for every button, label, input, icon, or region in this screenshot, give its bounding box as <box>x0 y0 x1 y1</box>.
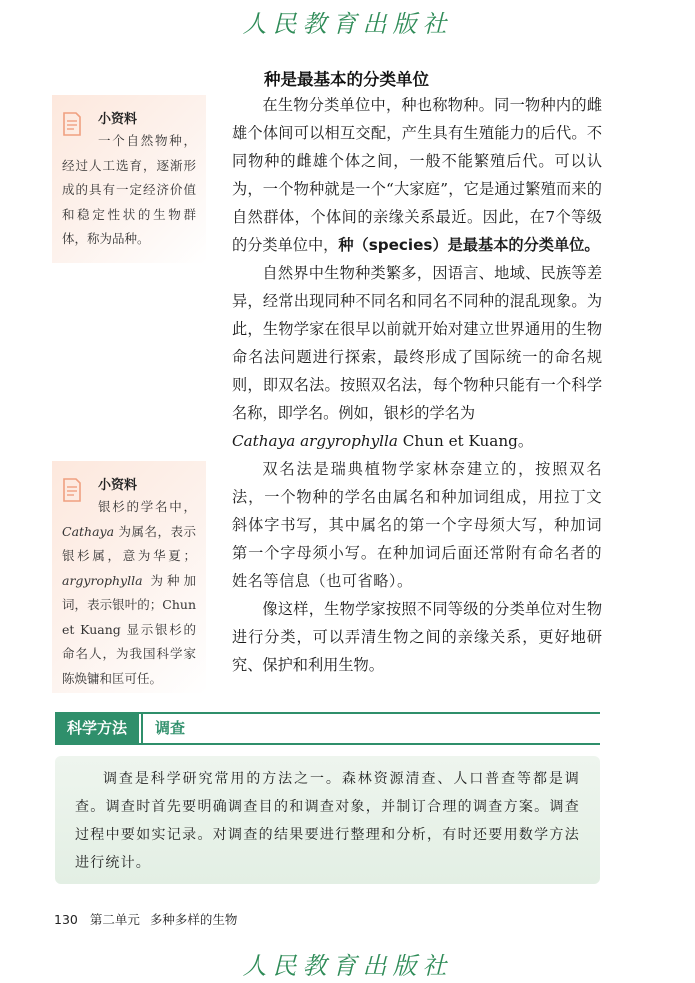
header-divider <box>141 714 143 743</box>
sidenote-body-rest: 过人工选育，逐渐形成的具有一定经济价值和稳定性状的生物群体，称为品种。 <box>62 157 196 246</box>
chapter-label: 多种多样的生物 <box>149 912 238 927</box>
page-number: 130 <box>54 912 78 927</box>
section-title: 种是最基本的分类单位 <box>264 70 429 89</box>
publisher-watermark-top: 人民教育出版社 <box>242 10 453 38</box>
unit-label: 第二单元 <box>89 912 140 927</box>
science-method-title: 调查 <box>155 719 186 737</box>
sidenote-heading: 小资料 <box>98 478 138 493</box>
publisher-watermark-bottom: 人民教育出版社 <box>242 952 453 980</box>
sidenote-body-text-1: 为属名，表示银杉属，意为华夏； <box>62 523 196 563</box>
sidenote-body-text-2: 为种加词，表示银叶的；Chun et Kuang 显示银杉的命名人，为我国科学家陈焕镛和匡可任。 <box>62 572 196 686</box>
sidenote-body-first: 银杉的学名中， <box>98 499 196 514</box>
note-paper-icon <box>62 477 82 503</box>
sidenote-body <box>62 129 196 252</box>
main-text <box>232 91 602 679</box>
paragraph-1-bold: 种（species）是最基本的分类单位。 <box>338 236 600 254</box>
page-footer <box>54 910 237 928</box>
genus-name: Cathaya <box>62 523 115 539</box>
latin-author: Chun et Kuang。 <box>397 432 534 450</box>
sidenote-variety <box>52 95 206 263</box>
science-method-body: 调查是科学研究常用的方法之一。森林资源清查、人口普查等都是调查。调查时首先要明确调查目的和调查对象，并制订合理的调查方案。调查过程中要如实记录。对调查的结果要进行整理和分析，有时还要用数学方法进行统计。 <box>75 771 580 871</box>
science-method-box <box>55 756 600 884</box>
sidenote-body-first: 一个自然物种，经 <box>62 133 196 173</box>
sidenote-latin-name <box>52 461 206 693</box>
science-method-header <box>55 712 600 745</box>
paragraph-2 <box>232 259 602 455</box>
species-epithet: argyrophylla <box>62 572 143 588</box>
paragraph-1-text: 在生物分类单位中，种也称物种。同一物种内的雌雄个体间可以相互交配，产生具有生殖能力的后代。不同物种的雌雄个体之间，一般不能繁殖后代。可以认为，一个物种就是一个“大家庭”，它是通过繁殖而来的自然群体，个体间的亲缘关系最近。因此，在7个等级的分类单位中， <box>232 96 602 254</box>
paragraph-1 <box>232 91 602 259</box>
paragraph-4: 像这样，生物学家按照不同等级的分类单位对生物进行分类，可以弄清生物之间的亲缘关系，更好地研究、保护和利用生物。 <box>232 600 602 674</box>
science-method-tag: 科学方法 <box>55 714 139 743</box>
paragraph-3: 双名法是瑞典植物学家林奈建立的，按照双名法，一个物种的学名由属名和种加词组成，用拉丁文斜体字书写，其中属名的第一个字母须大写，种加词第一个字母须小写。在种加词后面还常附有命名者的姓名等信息（也可省略）。 <box>232 460 602 590</box>
paragraph-2-text: 自然界中生物种类繁多，因语言、地域、民族等差异，经常出现同种不同名和同名不同种的混乱现象。为此，生物学家在很早以前就开始对建立世界通用的生物命名法问题进行探索，最终形成了国际统一的命名规则，即双名法。按照双名法，每个物种只能有一个科学名称，即学名。例如，银杉的学名为 <box>232 264 602 422</box>
sidenote-heading: 小资料 <box>98 112 138 127</box>
latin-name: Cathaya argyrophylla <box>232 432 398 450</box>
note-paper-icon <box>62 111 82 137</box>
sidenote-body <box>62 495 196 691</box>
